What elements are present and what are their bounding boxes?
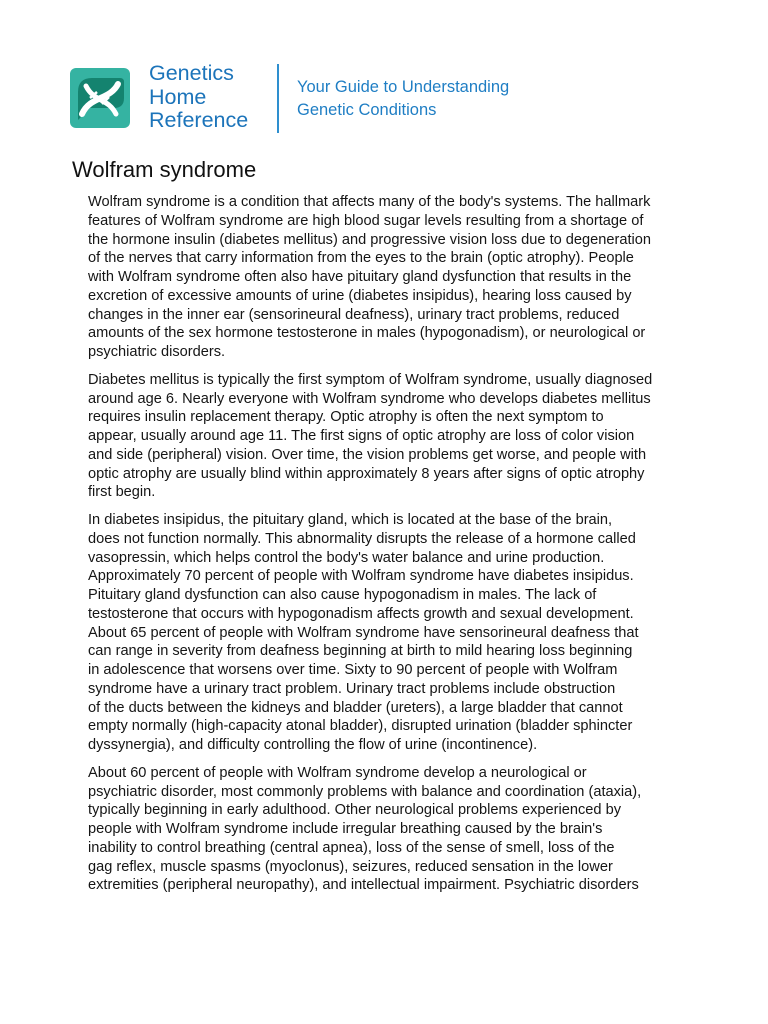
paragraph-line: amounts of the sex hormone testosterone in males (hypogonadism), or neurological or <box>88 325 646 342</box>
paragraph-line: requires insulin replacement therapy. Optic atrophy is often the next symptom to <box>88 409 604 426</box>
paragraph-line: first begin. <box>88 484 156 501</box>
paragraph-line: of the ducts between the kidneys and bladder (ureters), a large bladder that cannot <box>88 699 623 716</box>
paragraph-line: and side (peripheral) vision. Over time, the vision problems get worse, and people with <box>88 446 647 463</box>
logo-line-home: Home <box>149 84 207 109</box>
paragraph-line: About 60 percent of people with Wolfram syndrome develop a neurological or <box>88 764 587 781</box>
paragraph-line: gag reflex, muscle spasms (myoclonus), seizures, reduced sensation in the lower <box>88 858 613 875</box>
tagline-line-2: Genetic Conditions <box>297 100 437 119</box>
page-header <box>70 60 710 140</box>
body-paragraph <box>88 511 728 755</box>
paragraph-line: psychiatric disorders. <box>88 344 226 360</box>
body-paragraph <box>88 371 728 502</box>
paragraph-line: features of Wolfram syndrome are high blood sugar levels resulting from a shortage of <box>88 212 644 229</box>
body-paragraph <box>88 193 728 362</box>
page-title: Wolfram syndrome <box>72 157 257 182</box>
paragraph-line: empty normally (high-capacity atonal bladder), disrupted urination (bladder sphincter <box>88 718 633 735</box>
paragraph-line: with Wolfram syndrome often also have pituitary gland dysfunction that results in the <box>88 269 632 285</box>
paragraph-line: around age 6. Nearly everyone with Wolfram syndrome who develops diabetes mellitus <box>88 390 651 407</box>
dna-logo-icon <box>70 68 130 128</box>
paragraph-line: appear, usually around age 11. The first signs of optic atrophy are loss of color vision <box>88 428 635 444</box>
header-divider <box>277 64 279 133</box>
logo-line-genetics: Genetics <box>149 61 234 85</box>
body-paragraph <box>88 764 728 895</box>
paragraph-line: About 65 percent of people with Wolfram syndrome have sensorineural deafness that <box>88 624 639 641</box>
document-body <box>88 193 728 904</box>
paragraph-line: Wolfram syndrome is a condition that affects many of the body's systems. The hallmark <box>88 194 651 210</box>
paragraph-line: Approximately 70 percent of people with Wolfram syndrome have diabetes insipidus. <box>88 568 634 585</box>
paragraph-line: In diabetes insipidus, the pituitary gland, which is located at the base of the brain, <box>88 512 613 528</box>
header-tagline <box>297 76 509 121</box>
paragraph-line: changes in the inner ear (sensorineural deafness), urinary tract problems, reduced <box>88 306 620 323</box>
paragraph-line: inability to control breathing (central apnea), loss of the sense of smell, loss of the <box>88 839 615 856</box>
paragraph-line: people with Wolfram syndrome include irregular breathing caused by the brain's <box>88 821 603 837</box>
paragraph-line: excretion of excessive amounts of urine (diabetes insipidus), hearing loss caused by <box>88 287 632 304</box>
paragraph-line: in adolescence that worsens over time. Sixty to 90 percent of people with Wolfram <box>88 662 618 678</box>
paragraph-line: Pituitary gland dysfunction can also cause hypogonadism in males. The lack of <box>88 587 597 603</box>
paragraph-line: does not function normally. This abnormality disrupts the release of a hormone called <box>88 530 636 547</box>
paragraph-line: the hormone insulin (diabetes mellitus) and progressive vision loss due to degeneration <box>88 231 651 248</box>
paragraph-line: of the nerves that carry information from the eyes to the brain (optic atrophy). People <box>88 250 634 267</box>
paragraph-line: typically beginning in early adulthood. Other neurological problems experienced by <box>88 802 621 819</box>
paragraph-line: extremities (peripheral neuropathy), and intellectual impairment. Psychiatric disorders <box>88 877 639 894</box>
paragraph-line: Diabetes mellitus is typically the first symptom of Wolfram syndrome, usually diagnosed <box>88 371 653 388</box>
paragraph-line: dyssynergia), and difficulty controlling the flow of urine (incontinence). <box>88 737 538 753</box>
paragraph-line: can range in severity from deafness beginning at birth to mild hearing loss beginning <box>88 643 633 660</box>
paragraph-line: psychiatric disorder, most commonly problems with balance and coordination (ataxia), <box>88 783 642 800</box>
logo-line-reference: Reference <box>149 108 249 132</box>
logo-wordmark <box>149 62 248 133</box>
paragraph-line: testosterone that occurs with hypogonadism affects growth and sexual development. <box>88 605 634 622</box>
paragraph-line: syndrome have a urinary tract problem. Urinary tract problems include obstruction <box>88 680 616 697</box>
paragraph-line: vasopressin, which helps control the body's water balance and urine production. <box>88 549 605 566</box>
tagline-line-1: Your Guide to Understanding <box>297 78 510 96</box>
paragraph-line: optic atrophy are usually blind within approximately 8 years after signs of optic atrophy <box>88 465 645 482</box>
